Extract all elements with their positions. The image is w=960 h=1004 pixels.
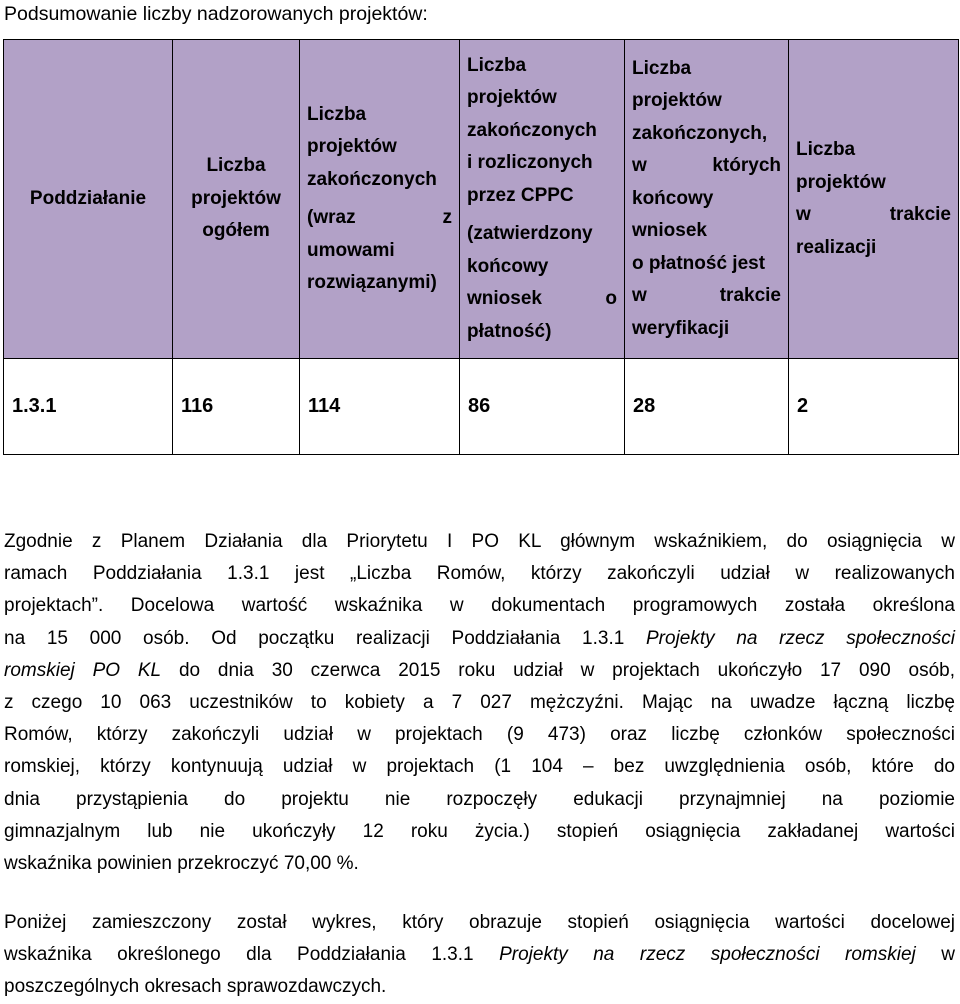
table-row xyxy=(4,359,959,455)
program-name-italic: Projekty na rzecz społeczności romskiej xyxy=(499,944,916,966)
paragraph-line: z czego 10 063 uczestników to kobiety a 7 027 mężczyźni. Mając na uwadze łączną liczbę xyxy=(4,692,955,714)
program-name-italic: Projekty na rzecz społeczności xyxy=(646,627,955,649)
header-under-verification-projects: Liczba projektów zakończonych, w których końcowy wniosek o płatność jest w trakcie weryfikacji xyxy=(625,40,789,359)
paragraph-line: wskaźnika powinien przekroczyć 70,00 %. xyxy=(4,853,359,875)
header-in-progress-projects: Liczba projektów w trakcie realizacji xyxy=(789,40,959,359)
chart-intro-paragraph xyxy=(4,907,955,1004)
paragraph-line: Poniżej zamieszczony został wykres, który obrazuje stopień osiągnięcia wartości docelowej xyxy=(4,912,955,933)
section-heading: Podsumowanie liczby nadzorowanych projektów: xyxy=(4,3,428,25)
paragraph-line: wskaźnika określonego dla Poddziałania 1.3.1 Projekty na rzecz społeczności romskiej w xyxy=(4,944,955,966)
header-completed-settled-projects: Liczba projektów zakończonych i rozliczonych przez CPPC (zatwierdzony końcowy wniosek o płatność) xyxy=(460,40,625,359)
header-completed-projects: Liczba projektów zakończonych (wraz z umowami rozwiązanymi) xyxy=(300,40,460,359)
indicator-paragraph xyxy=(4,526,955,880)
cell-under-verification: 28 xyxy=(625,359,789,455)
projects-summary-table xyxy=(3,39,959,455)
header-total-projects: Liczba projektów ogółem xyxy=(173,40,300,359)
cell-total: 116 xyxy=(173,359,300,455)
paragraph-line: gimnazjalnym lub nie ukończyły 12 roku życia.) stopień osiągnięcia zakładanej wartości xyxy=(4,820,955,842)
paragraph-line: romskiej PO KL do dnia 30 czerwca 2015 roku udział w projektach ukończyło 17 090 osób, xyxy=(4,659,955,681)
paragraph-line: na 15 000 osób. Od początku realizacji Poddziałania 1.3.1 Projekty na rzecz społeczności xyxy=(4,627,955,649)
cell-poddzialanie: 1.3.1 xyxy=(4,359,173,455)
paragraph-line: Zgodnie z Planem Działania dla Priorytetu I PO KL głównym wskaźnikiem, do osiągnięcia w xyxy=(4,531,955,552)
header-poddzialanie: Poddziałanie xyxy=(4,40,173,359)
paragraph-line: ramach Poddziałania 1.3.1 jest „Liczba Romów, którzy zakończyli udział w realizowanych xyxy=(4,563,955,585)
cell-completed: 114 xyxy=(300,359,460,455)
paragraph-line: dnia przystąpienia do projektu nie rozpoczęły edukacji przynajmniej na poziomie xyxy=(4,788,955,810)
cell-completed-settled: 86 xyxy=(460,359,625,455)
paragraph-line: romskiej, którzy kontynuują udział w projektach (1 104 – bez uwzględnienia osób, które do xyxy=(4,756,955,778)
program-name-italic: romskiej PO KL xyxy=(4,659,162,681)
cell-in-progress: 2 xyxy=(789,359,959,455)
paragraph-line: projektach”. Docelowa wartość wskaźnika w dokumentach programowych została określona xyxy=(4,595,955,617)
table-header-row xyxy=(4,40,959,359)
paragraph-line: poszczególnych okresach sprawozdawczych. xyxy=(4,976,387,998)
paragraph-line: Romów, którzy zakończyli udział w projektach (9 473) oraz liczbę członków społeczności xyxy=(4,724,955,746)
